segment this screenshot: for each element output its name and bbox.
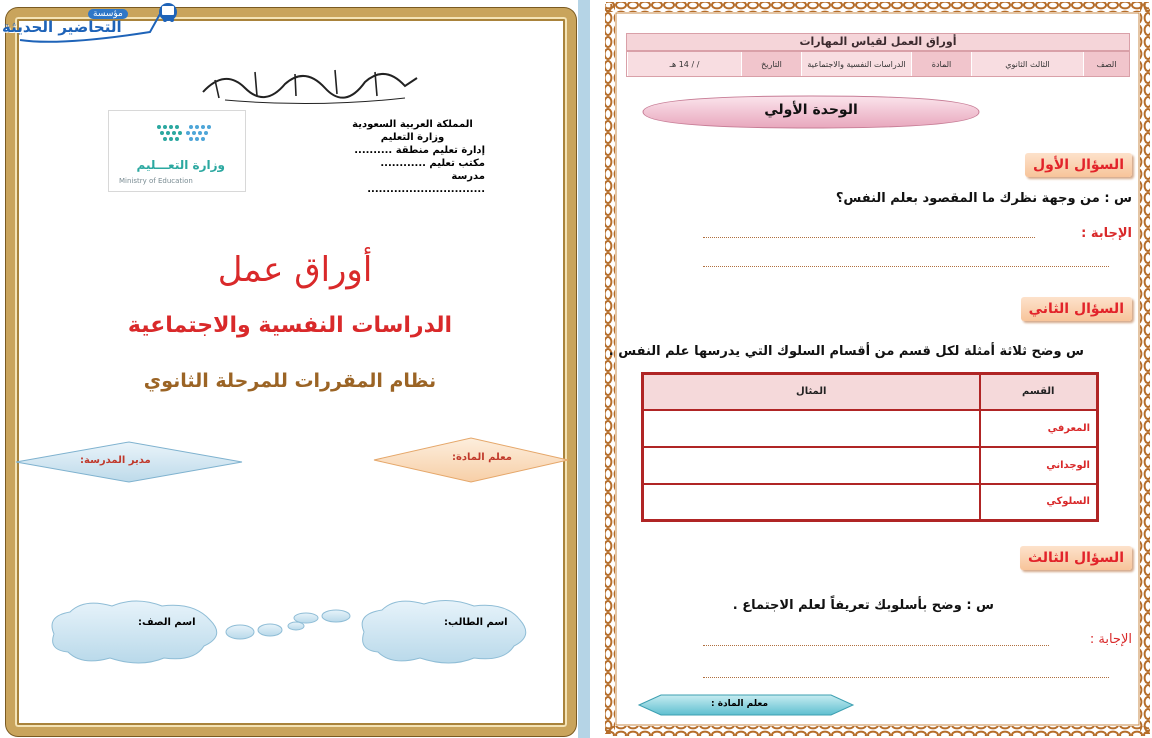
q3-answer-line[interactable] bbox=[703, 645, 1049, 646]
table-category: الوجداني bbox=[980, 447, 1098, 484]
q1-answer-label: الإجابة : bbox=[1081, 226, 1132, 241]
date-value: / / 14 هـ bbox=[627, 52, 741, 76]
q3-answer-label: الإجابة : bbox=[1089, 632, 1132, 647]
principal-label: مدير المدرسة: bbox=[80, 455, 151, 466]
table-category: المعرفي bbox=[980, 410, 1098, 447]
cover-title: أوراق عمل bbox=[217, 250, 373, 290]
student-name-label: اسم الطالب: bbox=[444, 617, 508, 628]
publisher-tag: مؤسسة bbox=[88, 9, 128, 19]
cover-subject: الدراسات النفسية والاجتماعية bbox=[127, 313, 453, 338]
table-header: القسم bbox=[980, 374, 1098, 410]
worksheet-info-bar bbox=[626, 33, 1130, 79]
q3-question: س : وضح بأسلوبك تعريفاً لعلم الاجتماع . bbox=[732, 598, 994, 613]
ministry-arabic: وزارة التعـــليم bbox=[136, 158, 225, 172]
header-line: مدرسة ............................... bbox=[367, 171, 485, 195]
table-header: المثال bbox=[643, 374, 980, 410]
worksheet-teacher-label: معلم المادة : bbox=[711, 699, 769, 709]
table-example-cell[interactable] bbox=[643, 447, 980, 484]
q1-heading: السؤال الأول bbox=[1025, 153, 1132, 177]
cover-teacher-label: معلم المادة: bbox=[452, 452, 512, 463]
header-line: المملكة العربية السعودية bbox=[352, 119, 473, 130]
subject-label: المادة bbox=[911, 52, 971, 76]
publisher-name: التحاضير الحديثة bbox=[2, 18, 122, 36]
examples-table bbox=[641, 372, 1099, 522]
date-label: التاريخ bbox=[741, 52, 801, 76]
publisher-logo bbox=[0, 0, 180, 48]
table-example-cell[interactable] bbox=[643, 410, 980, 447]
school-header bbox=[340, 118, 485, 196]
ministry-dots-icon bbox=[109, 111, 247, 161]
table-row bbox=[643, 447, 1098, 484]
q2-question: س وضح ثلاثة أمثلة لكل قسم من أقسام السلوك التي يدرسها علم النفس . bbox=[608, 344, 1084, 359]
table-row bbox=[643, 410, 1098, 447]
q2-heading: السؤال الثاني bbox=[1021, 297, 1132, 321]
ministry-logo bbox=[108, 110, 246, 192]
name-clouds bbox=[44, 596, 534, 666]
ministry-english: Ministry of Education bbox=[119, 177, 193, 185]
basmala-calligraphy bbox=[195, 58, 425, 108]
cover-system: نظام المقررات للمرحلة الثانوي bbox=[143, 370, 437, 392]
q3-heading: السؤال الثالث bbox=[1020, 546, 1132, 570]
q1-question: س : من وجهة نظرك ما المقصود بعلم النفس؟ bbox=[835, 191, 1132, 206]
table-example-cell[interactable] bbox=[643, 484, 980, 521]
header-line: مكتب تعليم ............ bbox=[380, 158, 485, 169]
grade-value: الثالث الثانوي bbox=[971, 52, 1083, 76]
worksheet-title: أوراق العمل لقياس المهارات bbox=[626, 33, 1130, 51]
unit-title: الوحدة الأولي bbox=[764, 102, 858, 118]
q1-answer-line[interactable] bbox=[703, 266, 1109, 267]
subject-value: الدراسات النفسية والاجتماعية bbox=[801, 52, 911, 76]
worksheet-page bbox=[603, 0, 1152, 738]
table-category: السلوكي bbox=[980, 484, 1098, 521]
grade-label: الصف bbox=[1083, 52, 1129, 76]
q1-answer-line[interactable] bbox=[703, 237, 1035, 238]
q3-answer-line[interactable] bbox=[703, 677, 1109, 678]
page-edge bbox=[578, 0, 590, 738]
info-row bbox=[626, 51, 1130, 77]
header-line: وزارة التعليم bbox=[380, 132, 445, 143]
table-row bbox=[643, 484, 1098, 521]
class-name-label: اسم الصف: bbox=[138, 617, 196, 628]
header-line: إدارة تعليم منطقة .......... bbox=[354, 145, 485, 156]
